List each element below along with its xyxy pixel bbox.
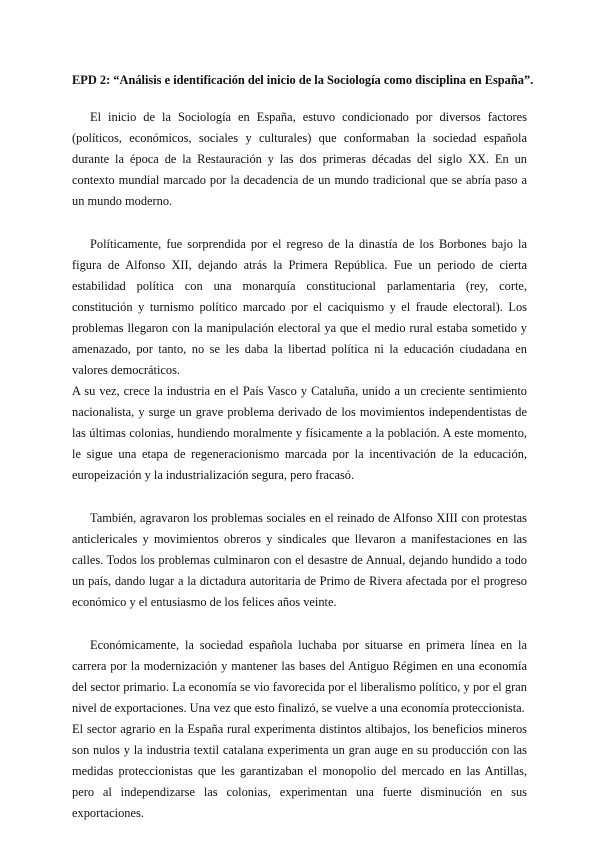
paragraph-introduction: El inicio de la Sociología en España, estuvo condicionado por diversos factores (políticos, económicos, sociales y culturales) que conformaban la sociedad española durante la época de la Restauración y las dos primeras décadas del siglo XX. En un contexto mundial marcado por la decadencia de un mundo tradicional que se abría paso a un mundo moderno.: [72, 110, 527, 208]
paragraph-industry-nationalism: A su vez, crece la industria en el País Vasco y Cataluña, unido a un creciente sentimiento nacionalista, y surge un grave problema derivado de los movimientos independentistas de las últimas colonias, hundiendo moralmente y físicamente a la población. A este momento, le sigue una etapa de regeneracionismo marcada por la incentivación de la educación, europeización y la industrialización segura, pero fracasó.: [72, 384, 527, 482]
document-title: EPD 2: “Análisis e identificación del inicio de la Sociología como disciplina en España”.: [72, 73, 534, 87]
paragraph-gap: [72, 613, 527, 635]
paragraph-agrarian-sector: El sector agrario en la España rural experimenta distintos altibajos, los beneficios mineros son nulos y la industria textil catalana experimenta un gran auge en su producción con las medidas proteccionistas que les garantizaban el monopolio del mercado en las Antillas, pero al independizarse las colonias, experimentan una fuerte disminución en sus exportaciones.: [72, 722, 527, 820]
paragraph-politics: Políticamente, fue sorprendida por el regreso de la dinastía de los Borbones bajo la figura de Alfonso XII, dejando atrás la Primera República. Fue un periodo de cierta estabilidad política con una monarquía constitucional parlamentaria (rey, corte, constitución y turnismo político marcado por el caciquismo y el fraude electoral). Los problemas llegaron con la manipulación electoral ya que el medio rural estaba sometido y amenazado, por tanto, no se les daba la libertad política ni la educación ciudadana en valores democráticos.: [72, 237, 527, 377]
document-page: [72, 72, 534, 824]
paragraph-gap: [72, 486, 527, 508]
paragraph-social-problems: También, agravaron los problemas sociales en el reinado de Alfonso XIII con protestas anticlericales y movimientos obreros y sindicales que llevaron a manifestaciones en las calles. Todos los problemas culminaron con el desastre de Annual, dejando hundido a todo un país, dando lugar a la dictadura autoritaria de Primo de Rivera afectada por el progreso económico y el entusiasmo de los felices años veinte.: [72, 511, 527, 609]
paragraph-economy: Económicamente, la sociedad española luchaba por situarse en primera línea en la carrera por la modernización y mantener las bases del Antiguo Régimen en una economía del sector primario. La economía se vio favorecida por el liberalismo político, y por el gran nivel de exportaciones. Una vez que esto finalizó, se vuelve a una economía proteccionista.: [72, 638, 527, 715]
paragraph-gap: [72, 212, 527, 234]
